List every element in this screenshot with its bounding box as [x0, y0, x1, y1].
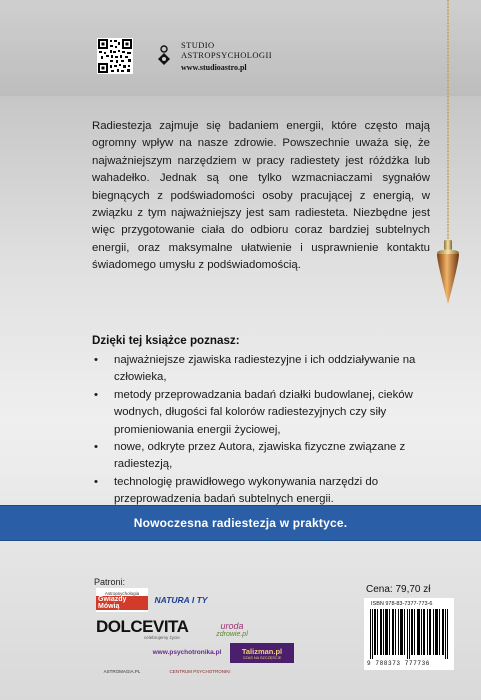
barcode: [364, 598, 454, 670]
logo-astro-title: Astropsychologia: [104, 590, 140, 596]
qr-code[interactable]: [97, 38, 133, 74]
header-band: [0, 0, 481, 96]
bullet-icon: •: [94, 354, 98, 366]
learn-list: [92, 352, 427, 509]
logo-uroda-sub: zdrowie.pl: [216, 630, 248, 638]
slogan-text: Nowoczesna radiestezja w praktyce.: [133, 516, 348, 530]
list-item-text: metody przeprowadzania badań działki budowlanej, cieków wodnych, długości fal kolorów radiestezyjnych czy siły promieniowania energii życiowej,: [114, 388, 413, 436]
logo-talizman[interactable]: [230, 643, 294, 663]
logo-astropsychologia[interactable]: [96, 588, 148, 612]
list-item-text: nowe, odkryte przez Autora, zjawiska fizyczne związane z radiestezją,: [114, 441, 406, 471]
logo-centrum[interactable]: [150, 665, 250, 677]
publisher-logo-icon: [155, 44, 173, 68]
logo-astro-main: Gwiazdy Mówią: [96, 596, 148, 610]
publisher-url[interactable]: www.studioastro.pl: [181, 63, 247, 72]
logo-dolcevita[interactable]: [96, 617, 194, 641]
bullet-icon: •: [94, 441, 98, 454]
bullet-icon: •: [94, 475, 98, 488]
logo-dolce-sub: celebrujemy życie: [144, 635, 180, 640]
list-item: [92, 387, 427, 439]
logo-uroda[interactable]: [204, 617, 260, 641]
list-item: [92, 352, 427, 387]
logo-psychotronika[interactable]: [150, 645, 224, 659]
price-label: Cena: 79,70 zł: [366, 584, 431, 595]
qr-code-icon: [97, 38, 133, 74]
publisher-name-line1: STUDIO: [181, 40, 215, 50]
logo-natura-text: NATURA I TY: [154, 595, 208, 605]
logo-small2-text: CENTRUM PSYCHOTRONIKI: [169, 668, 231, 674]
logo-talizman-main: Talizman.pl: [241, 646, 283, 656]
slogan-banner: [0, 505, 481, 541]
logo-uroda-main: uroda: [220, 620, 244, 631]
learn-title: Dzięki tej książce poznasz:: [92, 334, 240, 347]
logo-dolce-main: DOLCEVITA: [96, 617, 189, 636]
logo-talizman-sub: CZAS NA SZCZĘŚCIE: [242, 655, 282, 660]
pendulum-bob: [437, 254, 459, 304]
list-item-text: najważniejsze zjawiska radiestezyjne i ich oddziaływanie na człowieka,: [114, 354, 416, 384]
logo-psycho-text: www.psychotronika.pl: [152, 648, 222, 656]
list-item-text: technologię prawidłowego wykonywania narzędzi do przeprowadzenia badań subtelnych energii.: [114, 475, 379, 506]
description-text: [92, 118, 430, 275]
publisher-name-line2: ASTROPSYCHOLOGII: [181, 50, 272, 60]
logo-natura[interactable]: [152, 590, 210, 610]
patrons-label: Patroni:: [94, 577, 126, 587]
barcode-icon: [368, 609, 450, 659]
bullet-icon: •: [94, 388, 98, 401]
logo-small1-text: ASTROMAGIA.PL: [103, 668, 141, 674]
barcode-digits: 9 788373 777736: [367, 660, 431, 667]
list-item: [92, 439, 427, 474]
list-item: [92, 474, 427, 509]
description-paragraph: Radiestezja zajmuje się badaniem energii, które często mają ogromny wpływ na nasze zdrowie. Powszechnie uważa się, że najważniejszym narzędziem w pracy radiestety jest różdżka lub wahadełko. Jednak są one tylko wzmacniaczami sygnałów biegnących z podświadomości osoby pracującej z energią, w związku z tym najważniejszy jest sam radiesteta. Niezbędne jest więc przygotowanie ciała do odbioru coraz bardziej subtelnych energii, oraz maksymalne ułatwienie i usprawnienie kontaktu świadomego umysłu z podświadomością.: [92, 120, 430, 272]
logo-astromagia[interactable]: [96, 665, 148, 677]
isbn-label: ISBN 978-83-7377-773-6: [371, 601, 433, 607]
